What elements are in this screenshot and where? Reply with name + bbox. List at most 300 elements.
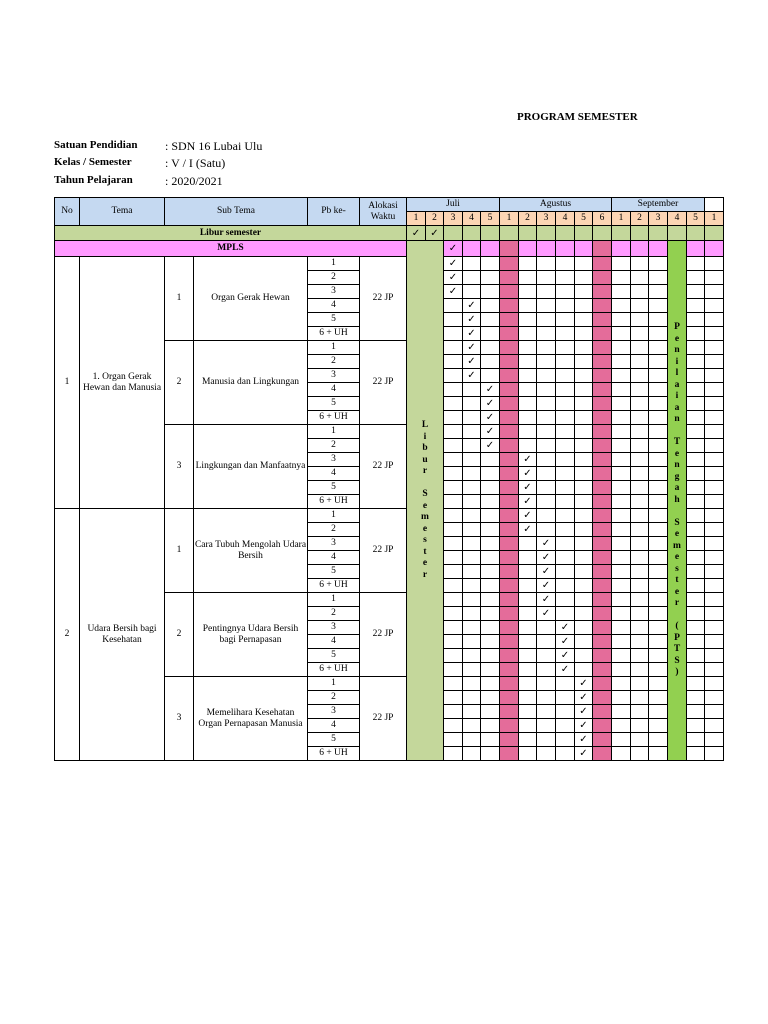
week-cell	[631, 226, 649, 241]
week-cell	[612, 285, 631, 299]
week-cell	[631, 635, 649, 649]
week-cell	[500, 226, 519, 241]
week-cell	[705, 327, 724, 341]
week-cell	[500, 579, 519, 593]
vertical-letter: m	[673, 540, 681, 551]
week-cell	[556, 327, 575, 341]
week-cell	[500, 747, 519, 761]
info-label: Satuan Pendidian	[54, 139, 138, 151]
week-cell	[705, 565, 724, 579]
week-cell	[463, 383, 481, 397]
week-cell	[649, 313, 668, 327]
week-cell	[705, 467, 724, 481]
week-cell	[500, 551, 519, 565]
week-cell	[705, 453, 724, 467]
week-cell	[500, 439, 519, 453]
week-cell	[631, 481, 649, 495]
week-cell	[593, 271, 612, 285]
pb-cell: 2	[308, 271, 360, 285]
week-cell	[593, 621, 612, 635]
alokasi-waktu: 22 JP	[360, 425, 407, 509]
week-cell	[705, 355, 724, 369]
week-cell	[575, 241, 593, 257]
subtheme-name: Pentingnya Udara Bersih bagi Pernapasan	[194, 593, 308, 677]
week-cell	[631, 299, 649, 313]
week-cell	[631, 369, 649, 383]
info-value: : V / I (Satu)	[165, 156, 226, 170]
vertical-letter: i	[423, 431, 427, 442]
pb-cell: 1	[308, 593, 360, 607]
vertical-letter: n	[674, 460, 680, 471]
week-cell	[556, 677, 575, 691]
pb-cell: 1	[308, 677, 360, 691]
week-cell	[519, 257, 537, 271]
week-cell	[612, 439, 631, 453]
week-cell	[649, 257, 668, 271]
week-cell	[575, 467, 593, 481]
week-cell	[481, 705, 500, 719]
week-cell: ✓	[519, 495, 537, 509]
week-cell	[575, 635, 593, 649]
week-cell	[537, 691, 556, 705]
week-cell	[537, 481, 556, 495]
week-cell	[612, 453, 631, 467]
week-cell	[537, 649, 556, 663]
week-cell	[500, 719, 519, 733]
week-header: 4	[668, 212, 687, 226]
week-cell	[705, 313, 724, 327]
pb-cell: 6 + UH	[308, 495, 360, 509]
week-cell	[463, 607, 481, 621]
week-cell	[593, 579, 612, 593]
vertical-letter: L	[421, 420, 429, 430]
week-cell	[687, 341, 705, 355]
week-cell	[519, 677, 537, 691]
week-cell	[444, 691, 463, 705]
theme-no: 1	[55, 257, 80, 509]
week-cell	[537, 495, 556, 509]
week-cell	[463, 257, 481, 271]
page-title: PROGRAM SEMESTER	[517, 111, 638, 123]
week-cell: ✓	[444, 285, 463, 299]
week-cell	[649, 705, 668, 719]
week-cell	[687, 663, 705, 677]
vertical-letter: S	[674, 517, 680, 528]
week-cell	[687, 523, 705, 537]
week-cell	[463, 719, 481, 733]
week-cell: ✓	[519, 453, 537, 467]
week-cell	[705, 397, 724, 411]
week-cell	[537, 383, 556, 397]
week-cell	[537, 523, 556, 537]
vertical-letter: a	[674, 402, 680, 413]
week-cell	[631, 439, 649, 453]
week-cell	[463, 747, 481, 761]
week-cell: ✓	[537, 579, 556, 593]
week-cell: ✓	[537, 537, 556, 551]
week-cell	[556, 369, 575, 383]
week-cell	[500, 607, 519, 621]
week-cell	[649, 621, 668, 635]
week-cell	[593, 747, 612, 761]
week-cell	[612, 551, 631, 565]
week-cell	[556, 551, 575, 565]
week-cell	[444, 677, 463, 691]
week-cell	[500, 523, 519, 537]
week-cell	[463, 411, 481, 425]
week-cell	[687, 369, 705, 383]
week-cell: ✓	[444, 241, 463, 257]
week-cell	[500, 299, 519, 313]
week-cell	[612, 271, 631, 285]
week-cell	[612, 523, 631, 537]
week-cell	[705, 705, 724, 719]
week-cell	[649, 579, 668, 593]
vertical-letter: r	[422, 466, 428, 476]
week-cell	[593, 383, 612, 397]
week-cell	[481, 226, 500, 241]
pb-cell: 3	[308, 369, 360, 383]
week-cell	[705, 663, 724, 677]
week-cell	[556, 299, 575, 313]
week-cell	[612, 537, 631, 551]
week-cell	[444, 635, 463, 649]
vertical-letter: l	[675, 368, 679, 379]
week-cell	[500, 383, 519, 397]
week-cell	[687, 226, 705, 241]
week-cell	[556, 733, 575, 747]
week-cell	[649, 649, 668, 663]
week-cell	[649, 607, 668, 621]
week-cell	[612, 257, 631, 271]
week-cell	[481, 579, 500, 593]
week-cell	[687, 425, 705, 439]
week-cell	[556, 537, 575, 551]
week-cell	[463, 635, 481, 649]
week-cell	[444, 621, 463, 635]
week-cell	[649, 593, 668, 607]
week-cell	[463, 285, 481, 299]
month-header: Juli	[407, 198, 500, 212]
week-cell	[649, 453, 668, 467]
week-cell	[631, 411, 649, 425]
week-cell	[649, 397, 668, 411]
week-cell	[649, 663, 668, 677]
week-cell	[631, 241, 649, 257]
pb-cell: 3	[308, 621, 360, 635]
week-cell	[556, 607, 575, 621]
week-cell	[519, 439, 537, 453]
week-cell	[705, 607, 724, 621]
week-cell	[649, 241, 668, 257]
week-cell	[519, 705, 537, 719]
week-cell	[500, 621, 519, 635]
week-cell	[575, 439, 593, 453]
week-cell	[537, 241, 556, 257]
week-cell	[687, 241, 705, 257]
week-cell	[687, 453, 705, 467]
week-cell	[687, 635, 705, 649]
vertical-letter: e	[674, 552, 680, 563]
week-cell	[500, 677, 519, 691]
week-cell	[687, 733, 705, 747]
week-cell: ✓	[575, 747, 593, 761]
vertical-letter: P	[674, 632, 680, 643]
week-cell	[481, 719, 500, 733]
pb-cell: 3	[308, 537, 360, 551]
week-cell	[631, 453, 649, 467]
alokasi-waktu: 22 JP	[360, 509, 407, 593]
week-cell: ✓	[463, 341, 481, 355]
pb-cell: 3	[308, 453, 360, 467]
week-cell	[463, 733, 481, 747]
week-cell	[444, 467, 463, 481]
week-cell	[500, 649, 519, 663]
week-cell	[463, 663, 481, 677]
week-cell	[481, 691, 500, 705]
week-cell	[593, 313, 612, 327]
week-header: 2	[631, 212, 649, 226]
vertical-letter	[676, 426, 678, 438]
week-cell	[687, 299, 705, 313]
week-cell	[481, 621, 500, 635]
week-cell	[500, 495, 519, 509]
week-cell	[631, 313, 649, 327]
week-cell	[481, 313, 500, 327]
week-cell	[687, 705, 705, 719]
week-cell: ✓	[463, 327, 481, 341]
week-cell	[537, 719, 556, 733]
week-cell	[444, 649, 463, 663]
week-cell	[705, 551, 724, 565]
week-cell	[500, 593, 519, 607]
week-cell	[556, 565, 575, 579]
week-header: 4	[463, 212, 481, 226]
week-cell	[631, 663, 649, 677]
week-cell	[705, 523, 724, 537]
week-cell	[649, 425, 668, 439]
week-cell	[705, 747, 724, 761]
alokasi-waktu: 22 JP	[360, 341, 407, 425]
week-cell	[519, 649, 537, 663]
week-cell	[556, 579, 575, 593]
week-cell	[631, 747, 649, 761]
pb-cell: 5	[308, 313, 360, 327]
week-cell	[649, 551, 668, 565]
week-cell	[537, 425, 556, 439]
week-cell	[481, 257, 500, 271]
subtheme-no: 2	[165, 593, 194, 677]
week-cell	[444, 705, 463, 719]
week-cell	[687, 509, 705, 523]
week-cell	[612, 241, 631, 257]
week-header: 4	[556, 212, 575, 226]
week-cell	[705, 369, 724, 383]
week-cell	[500, 241, 519, 257]
week-cell	[649, 411, 668, 425]
week-cell	[649, 285, 668, 299]
week-cell	[649, 369, 668, 383]
week-cell	[575, 226, 593, 241]
week-cell	[500, 369, 519, 383]
week-header: 2	[426, 212, 444, 226]
week-cell	[705, 383, 724, 397]
week-cell	[705, 621, 724, 635]
week-cell	[556, 593, 575, 607]
week-cell: ✓	[481, 439, 500, 453]
week-cell	[649, 635, 668, 649]
week-cell	[556, 719, 575, 733]
week-cell	[593, 509, 612, 523]
week-cell	[705, 439, 724, 453]
alokasi-waktu: 22 JP	[360, 593, 407, 677]
week-cell	[631, 383, 649, 397]
week-cell	[575, 453, 593, 467]
week-cell	[593, 537, 612, 551]
week-cell	[593, 677, 612, 691]
header-no: No	[55, 198, 80, 226]
week-cell	[463, 621, 481, 635]
week-cell	[463, 439, 481, 453]
week-cell	[631, 509, 649, 523]
week-cell	[519, 593, 537, 607]
week-cell	[649, 383, 668, 397]
week-cell	[631, 691, 649, 705]
pb-cell: 4	[308, 467, 360, 481]
header-subtema: Sub Tema	[165, 198, 308, 226]
week-cell	[500, 341, 519, 355]
week-cell	[705, 241, 724, 257]
vertical-letter: t	[423, 546, 427, 557]
week-cell	[593, 241, 612, 257]
week-cell: ✓	[426, 226, 444, 241]
week-cell	[481, 355, 500, 369]
week-cell	[444, 411, 463, 425]
week-cell	[612, 593, 631, 607]
week-cell	[575, 257, 593, 271]
week-cell	[500, 425, 519, 439]
week-cell	[481, 635, 500, 649]
week-cell: ✓	[444, 271, 463, 285]
week-cell	[537, 226, 556, 241]
week-cell	[687, 285, 705, 299]
week-cell	[500, 733, 519, 747]
week-cell	[593, 607, 612, 621]
week-cell	[687, 313, 705, 327]
week-cell	[444, 733, 463, 747]
week-cell	[631, 565, 649, 579]
week-cell	[463, 551, 481, 565]
week-cell	[575, 299, 593, 313]
week-cell	[705, 635, 724, 649]
week-cell	[593, 649, 612, 663]
pb-cell: 4	[308, 551, 360, 565]
week-cell	[556, 467, 575, 481]
week-cell	[519, 621, 537, 635]
week-cell	[519, 635, 537, 649]
week-cell	[481, 271, 500, 285]
week-cell	[519, 299, 537, 313]
week-cell	[537, 453, 556, 467]
week-cell	[631, 271, 649, 285]
week-cell	[593, 467, 612, 481]
week-cell	[463, 397, 481, 411]
week-cell	[481, 537, 500, 551]
week-cell	[687, 551, 705, 565]
week-cell	[481, 663, 500, 677]
week-cell	[519, 341, 537, 355]
week-cell	[519, 383, 537, 397]
week-cell	[612, 509, 631, 523]
week-cell	[519, 425, 537, 439]
week-cell	[463, 677, 481, 691]
week-cell	[519, 663, 537, 677]
pb-cell: 2	[308, 607, 360, 621]
pb-cell: 6 + UH	[308, 327, 360, 341]
week-cell	[687, 649, 705, 663]
week-cell	[481, 509, 500, 523]
week-cell	[593, 719, 612, 733]
week-cell	[444, 299, 463, 313]
week-header: 6	[593, 212, 612, 226]
week-cell: ✓	[537, 565, 556, 579]
week-cell	[687, 271, 705, 285]
week-cell	[575, 285, 593, 299]
week-cell	[519, 551, 537, 565]
week-cell	[612, 635, 631, 649]
week-cell	[519, 241, 537, 257]
week-cell: ✓	[519, 467, 537, 481]
week-cell	[687, 691, 705, 705]
week-cell	[593, 495, 612, 509]
week-cell	[481, 341, 500, 355]
week-cell	[612, 607, 631, 621]
week-cell	[593, 593, 612, 607]
libur-semester-band	[407, 241, 444, 761]
week-cell	[556, 425, 575, 439]
week-cell	[631, 257, 649, 271]
week-cell	[519, 565, 537, 579]
week-cell	[463, 705, 481, 719]
week-cell	[705, 226, 724, 241]
week-cell	[612, 425, 631, 439]
week-cell	[649, 733, 668, 747]
week-cell	[556, 226, 575, 241]
week-cell	[631, 523, 649, 537]
week-cell	[481, 299, 500, 313]
week-cell	[705, 593, 724, 607]
week-cell	[575, 523, 593, 537]
week-cell	[649, 719, 668, 733]
week-cell	[444, 607, 463, 621]
week-cell	[705, 411, 724, 425]
week-cell	[500, 397, 519, 411]
week-cell	[575, 327, 593, 341]
week-cell	[537, 313, 556, 327]
week-cell	[649, 509, 668, 523]
week-cell	[705, 257, 724, 271]
week-cell	[593, 551, 612, 565]
pb-cell: 2	[308, 523, 360, 537]
week-cell	[463, 453, 481, 467]
week-cell	[687, 607, 705, 621]
vertical-letter: u	[422, 454, 428, 465]
week-cell	[556, 705, 575, 719]
week-cell	[463, 579, 481, 593]
vertical-letter: m	[421, 512, 429, 522]
week-cell	[612, 355, 631, 369]
week-cell	[556, 523, 575, 537]
